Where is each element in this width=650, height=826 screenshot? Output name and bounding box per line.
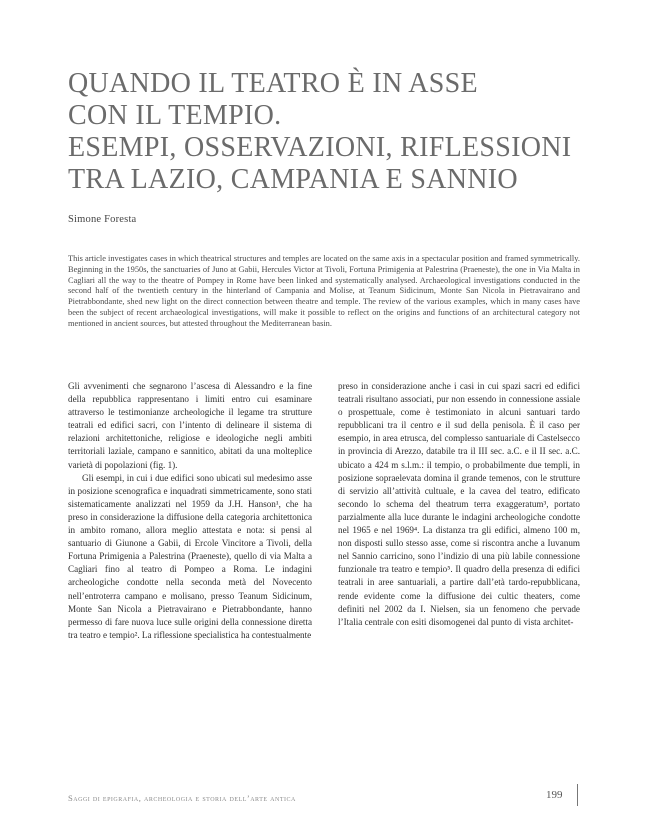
article-title <box>68 68 608 196</box>
abstract: This article investigates cases in which theatrical structures and temples are located on the same axis in a spectacular position and framed symmetrically. Beginning in the 1950s, the sanctuaries of Juno at Gabii, Hercules Victor at Tivoli, Fortuna Primigenia at Palestrina (Praeneste), the one in Via Malta in Cagliari all the way to the theatre of Pompey in Rome have been linked and systematically analysed. Archaeological investigations conducted in the second half of the twentieth century in the hinterland of Campania and Molise, at Teanum Sidicinum, Monte San Nicola in Pietravairano and Pietrabbondante, shed new light on the direct connection between theatre and temple. The review of the various examples, which in many cases have been the subject of recent archaeological investigations, will make it possible to reflect on the origins and functions of an architectural category not mentioned in ancient sources, but attested throughout the Mediterranean basin. <box>68 254 580 328</box>
page-number: 199 <box>546 789 563 801</box>
body-paragraph: Gli avvenimenti che segnarono l’ascesa di Alessandro e la fine della repubblica rappresentano i limiti entro cui esaminare attraverso le testimonianze archeologiche il legame tra strutture teatrali ed edifici sacri, con l’intento di delineare il sistema di relazioni architettoniche, religiose e ideologiche negli ambiti territoriali laziale, campano e sannitico, abitati da una molteplice varietà di popolazioni (fig. 1). <box>68 381 312 470</box>
body-column-left <box>68 380 312 642</box>
body-column-right <box>338 380 580 629</box>
author-name: Simone Foresta <box>68 214 137 225</box>
title-line: TRA LAZIO, CAMPANIA E SANNIO <box>68 164 518 195</box>
title-line: CON IL TEMPIO. <box>68 100 282 131</box>
title-line: ESEMPI, OSSERVAZIONI, RIFLESSIONI <box>68 132 572 163</box>
body-paragraph: Gli esempi, in cui i due edifici sono ubicati sul medesimo asse in posizione scenografica e inquadrati simmetricamente, sono stati sistematicamente analizzati nel 1959 da J.H. Hanson¹, che ha preso in considerazione la diffusione della categoria architettonica in ambito romano, allora meglio attestata e nota: si pensi al santuario di Giunone a Gabii, di Ercole Vincitore a Tivoli, della Fortuna Primigenia a Palestrina (Praeneste), quello di via Malta a Cagliari fino al teatro di Pompeo a Roma. Le indagini archeologiche condotte nella seconda metà del Novecento nell’entroterra campano e molisano, presso Teanum Sidicinum, Monte San Nicola a Pietravairano e Pietrabbondante, hanno permesso di fare nuova luce sulle origini della connessione diretta tra teatro e tempio². La riflessione specialistica ha contestualmente <box>68 472 312 640</box>
footer-divider <box>577 784 578 806</box>
body-paragraph: preso in considerazione anche i casi in cui spazi sacri ed edifici teatrali risultano associati, pur non essendo in connessione assiale o prospettuale, come è testimoniato in alcuni santuari tardo repubblicani tra il centro e il sud della penisola. È il caso per esempio, in area etrusca, del complesso santuariale di Castelsecco in provincia di Arezzo, databile tra il III sec. a.C. e il II sec. a.C. ubicato a 424 m s.l.m.: il tempio, o probabilmente due templi, in posizione sopraelevata domina il grande temenos, con le strutture di servizio all’attività cultuale, e la cavea del teatro, edificato secondo lo schema del theatrum terra exaggeratum³, portato parzialmente alla luce durante le indagini archeologiche condotte nel 1965 e nel 1969⁴. La distanza tra gli edifici, almeno 100 m, non disposti sullo stesso asse, come si riscontra anche a Iuvanum nel Sannio carricino, sono l’indizio di una più labile connessione funzionale tra teatro e tempio⁵. Il quadro della presenza di edifici teatrali in aree santuariali, a partire dall’età tardo-repubblicana, rende evidente come la diffusione dei cultic theaters, come definiti nel 2002 da I. Nielsen, sia un fenomeno che pervade l’Italia centrale con esiti disomogenei dal punto di vista architet- <box>338 381 580 627</box>
running-footer-title: Saggi di epigrafia, archeologia e storia dell’arte antica <box>68 793 296 803</box>
title-line: QUANDO IL TEATRO È IN ASSE <box>68 68 478 99</box>
